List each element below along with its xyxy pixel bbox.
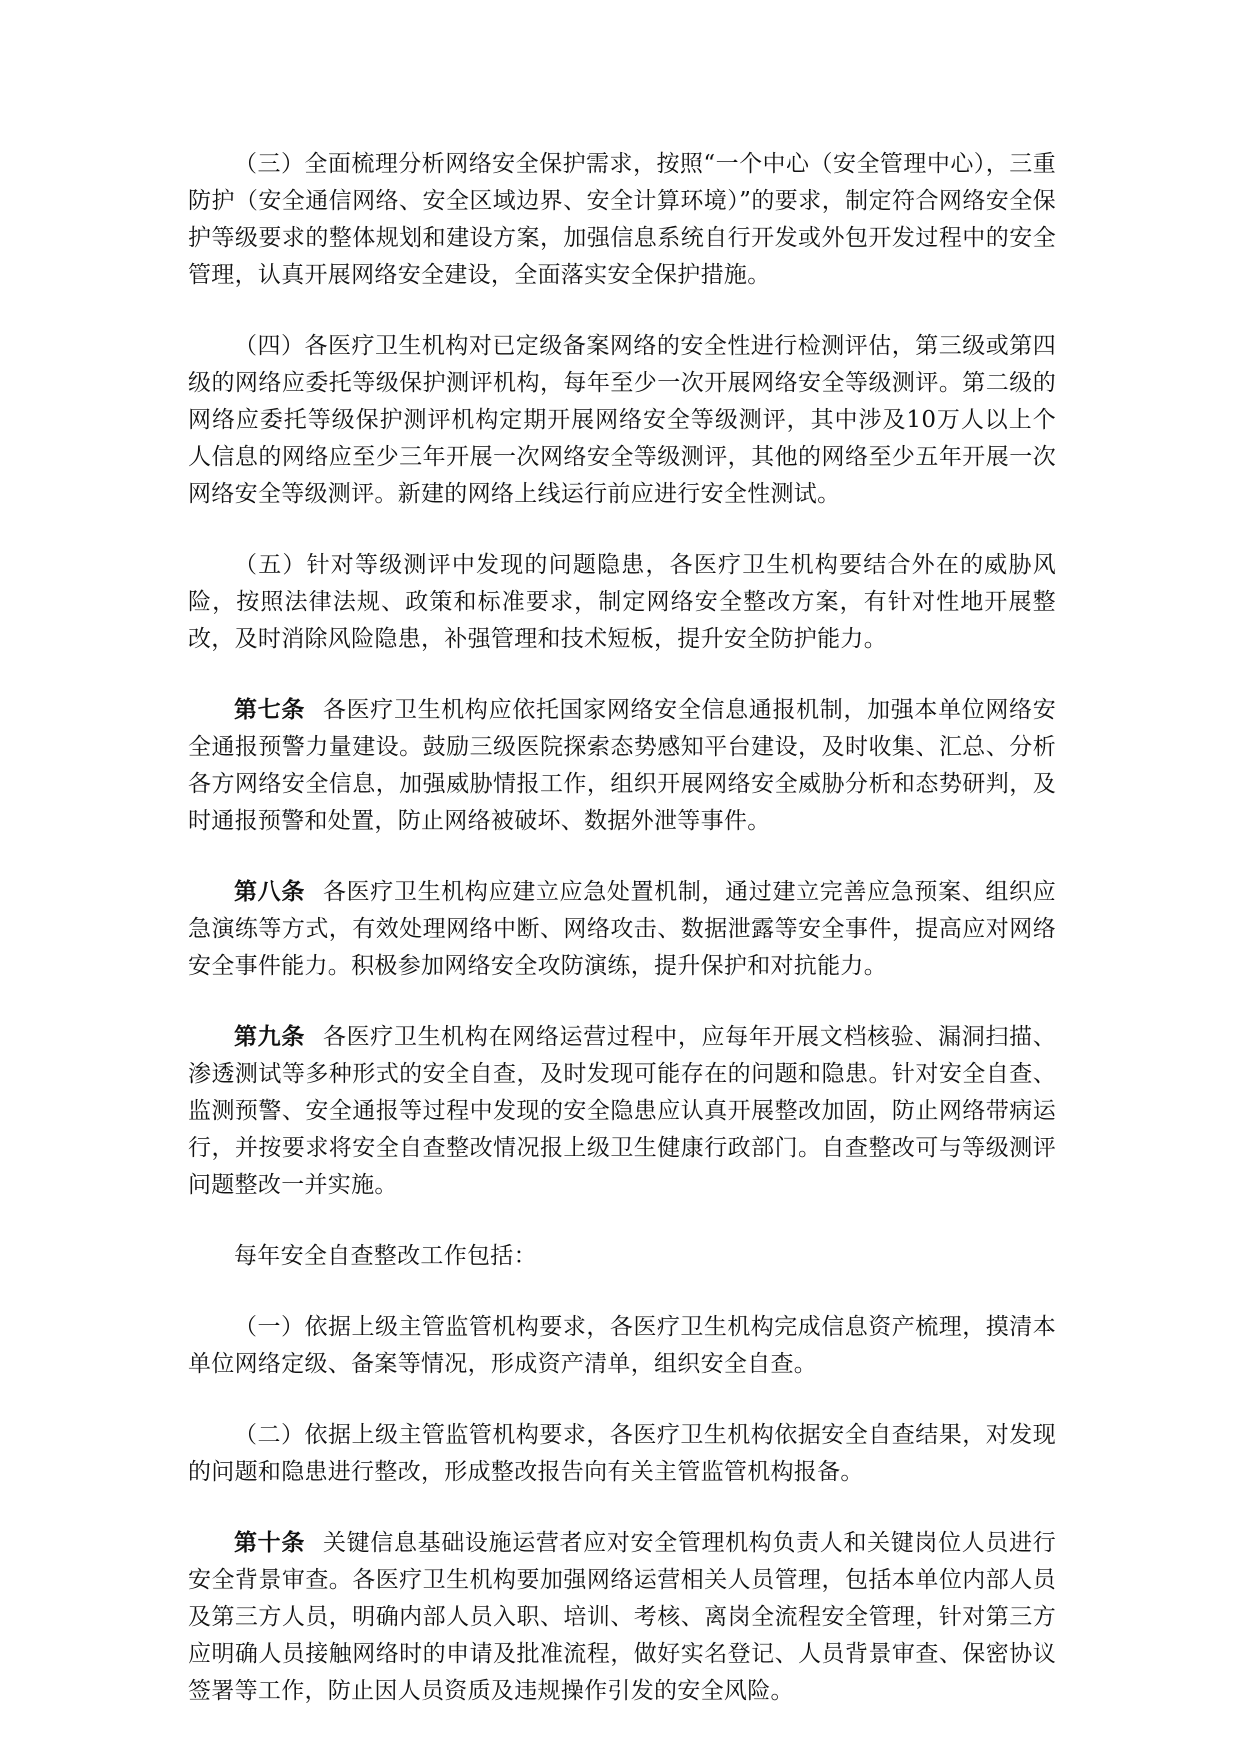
article-text: 各医疗卫生机构在网络运营过程中，应每年开展文档核验、漏洞扫描、渗透测试等多种形式的安全自查，及时发现可能存在的问题和隐患。针对安全自查、监测预警、安全通报等过程中发现的安全隐患应认真开展整改加固，防止网络带病运行，并按要求将安全自查整改情况报上级卫生健康行政部门。自查整改可与等级测评问题整改一并实施。 [188,1024,1056,1198]
document-body [188,146,1056,1744]
paragraph-text: 每年安全自查整改工作包括： [234,1243,537,1269]
article-text: 各医疗卫生机构应依托国家网络安全信息通报机制，加强本单位网络安全通报预警力量建设。鼓励三级医院探索态势感知平台建设，及时收集、汇总、分析各方网络安全信息，加强威胁情报工作，组织开展网络安全威胁分析和态势研判，及时通报预警和处置，防止网络被破坏、数据外泄等事件。 [188,697,1056,834]
paragraph-text: （五）针对等级测评中发现的问题隐患，各医疗卫生机构要结合外在的威胁风险，按照法律法规、政策和标准要求，制定网络安全整改方案，有针对性地开展整改，及时消除风险隐患，补强管理和技术短板，提升安全防护能力。 [188,552,1056,652]
article-10 [188,1525,1056,1710]
article-9 [188,1019,1056,1204]
article-title: 第十条 [234,1530,305,1556]
self-check-item-2 [188,1417,1056,1491]
self-check-item-1 [188,1309,1056,1383]
article-text: 各医疗卫生机构应建立应急处置机制，通过建立完善应急预案、组织应急演练等方式，有效处理网络中断、网络攻击、数据泄露等安全事件，提高应对网络安全事件能力。积极参加网络安全攻防演练，提升保护和对抗能力。 [188,879,1056,979]
article-text: 关键信息基础设施运营者应对安全管理机构负责人和关键岗位人员进行安全背景审查。各医疗卫生机构要加强网络运营相关人员管理，包括本单位内部人员及第三方人员，明确内部人员入职、培训、考核、离岗全流程安全管理，针对第三方应明确人员接触网络时的申请及批准流程，做好实名登记、人员背景审查、保密协议签署等工作，防止因人员资质及违规操作引发的安全风险。 [188,1530,1056,1704]
article-title: 第八条 [234,879,305,905]
paragraph-text: （二）依据上级主管监管机构要求，各医疗卫生机构依据安全自查结果，对发现的问题和隐患进行整改，形成整改报告向有关主管监管机构报备。 [188,1422,1056,1485]
article-title: 第七条 [234,697,305,723]
paragraph-item-3 [188,146,1056,294]
paragraph-text: （四）各医疗卫生机构对已定级备案网络的安全性进行检测评估，第三级或第四级的网络应委托等级保护测评机构，每年至少一次开展网络安全等级测评。第二级的网络应委托等级保护测评机构定期开展网络安全等级测评，其中涉及10万人以上个人信息的网络应至少三年开展一次网络安全等级测评，其他的网络至少五年开展一次网络安全等级测评。新建的网络上线运行前应进行安全性测试。 [188,333,1056,507]
paragraph-text: （一）依据上级主管监管机构要求，各医疗卫生机构完成信息资产梳理，摸清本单位网络定级、备案等情况，形成资产清单，组织安全自查。 [188,1314,1056,1377]
paragraph-item-4 [188,328,1056,513]
paragraph-text: （三）全面梳理分析网络安全保护需求，按照“一个中心（安全管理中心），三重防护（安全通信网络、安全区域边界、安全计算环境）”的要求，制定符合网络安全保护等级要求的整体规划和建设方案，加强信息系统自行开发或外包开发过程中的安全管理，认真开展网络安全建设，全面落实安全保护措施。 [188,151,1056,288]
article-title: 第九条 [234,1024,305,1050]
self-check-intro [188,1238,1056,1275]
article-8 [188,874,1056,985]
article-7 [188,692,1056,840]
paragraph-item-5 [188,547,1056,658]
